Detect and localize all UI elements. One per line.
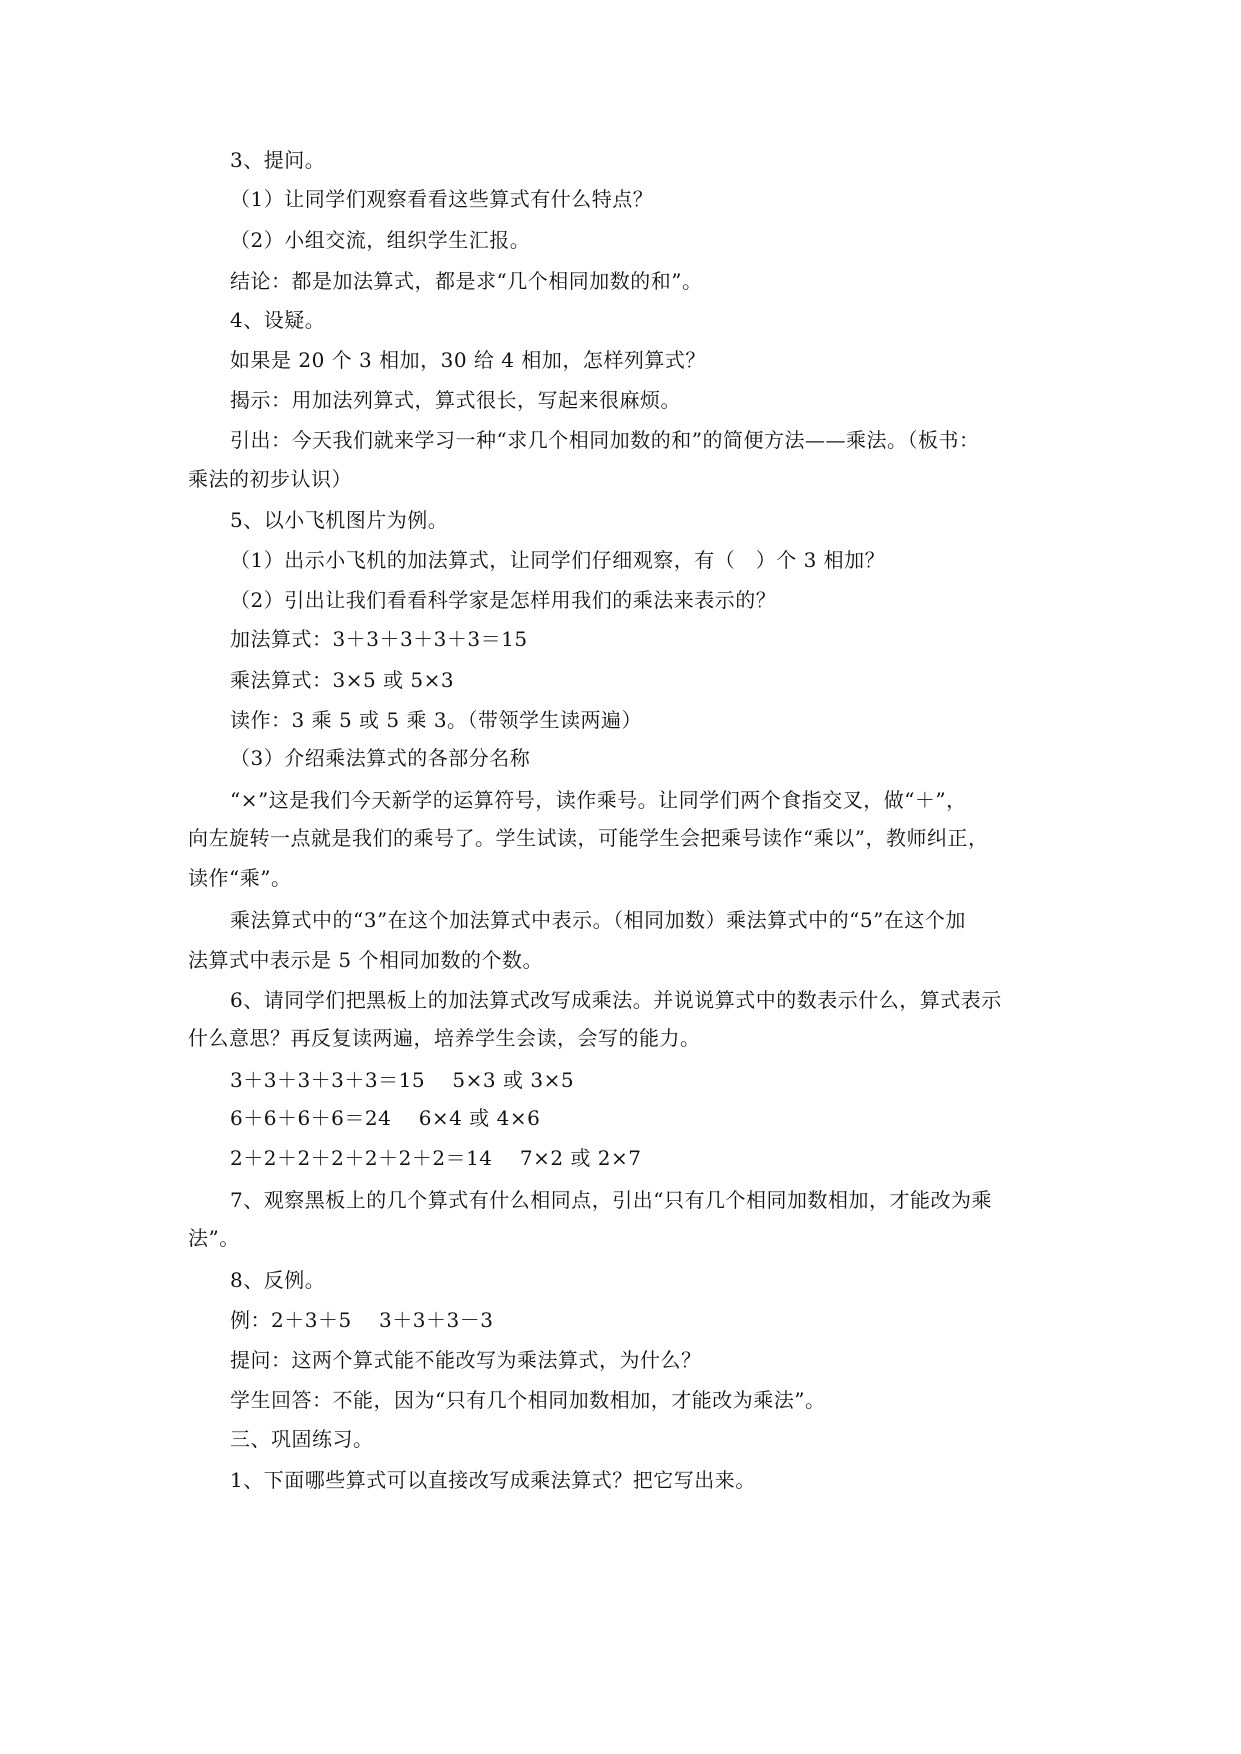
paragraph-line: 读作“乘”。: [188, 866, 292, 890]
paragraph-line: 6、请同学们把黑板上的加法算式改写成乘法。并说说算式中的数表示什么，算式表示: [230, 988, 1002, 1012]
paragraph-line: 引出：今天我们就来学习一种“求几个相同加数的和”的简便方法——乘法。（板书：: [230, 428, 980, 452]
paragraph-line: 什么意思？再反复读两遍，培养学生会读，会写的能力。: [188, 1026, 701, 1050]
paragraph-line: （1）出示小飞机的加法算式，让同学们仔细观察，有（ ）个 3 相加？: [230, 548, 886, 572]
paragraph-line: 三、巩固练习。: [230, 1427, 374, 1451]
paragraph-line: 向左旋转一点就是我们的乘号了。学生试读，可能学生会把乘号读作“乘以”，教师纠正，: [188, 826, 989, 850]
paragraph-line: 3＋3＋3＋3＋3＝15 5×3 或 3×5: [230, 1068, 575, 1092]
paragraph-line: 2＋2＋2＋2＋2＋2＋2＝14 7×2 或 2×7: [230, 1146, 642, 1170]
paragraph-line: （2）引出让我们看看科学家是怎样用我们的乘法来表示的？: [230, 588, 777, 612]
paragraph-line: 法算式中表示是 5 个相同加数的个数。: [188, 948, 543, 972]
paragraph-line: 提问：这两个算式能不能改写为乘法算式，为什么？: [230, 1348, 702, 1372]
paragraph-line: 8、反例。: [230, 1268, 326, 1292]
paragraph-line: 4、设疑。: [230, 308, 326, 332]
paragraph-line: 揭示：用加法列算式，算式很长，写起来很麻烦。: [230, 388, 681, 412]
paragraph-line: （3）介绍乘法算式的各部分名称: [230, 746, 531, 770]
paragraph-line: 例：2＋3＋5 3＋3＋3－3: [230, 1308, 494, 1332]
paragraph-line: 加法算式：3＋3＋3＋3＋3＝15: [230, 627, 528, 651]
paragraph-line: 7、观察黑板上的几个算式有什么相同点，引出“只有几个相同加数相加，才能改为乘: [230, 1188, 992, 1212]
paragraph-line: 乘法算式中的“3”在这个加法算式中表示。（相同加数）乘法算式中的“5”在这个加: [230, 908, 966, 932]
paragraph-line: 法”。: [188, 1226, 240, 1250]
paragraph-line: 乘法的初步认识）: [188, 467, 352, 491]
paragraph-line: 乘法算式：3×5 或 5×3: [230, 668, 455, 692]
paragraph-line: （2）小组交流，组织学生汇报。: [230, 228, 531, 252]
paragraph-line: 3、提问。: [230, 148, 326, 172]
paragraph-line: 结论：都是加法算式，都是求“几个相同加数的和”。: [230, 269, 703, 293]
paragraph-line: 6＋6＋6＋6＝24 6×4 或 4×6: [230, 1106, 541, 1130]
paragraph-line: 读作：3 乘 5 或 5 乘 3。（带领学生读两遍）: [230, 708, 643, 732]
paragraph-line: （1）让同学们观察看看这些算式有什么特点？: [230, 187, 654, 211]
paragraph-line: 如果是 20 个 3 相加，30 给 4 相加，怎样列算式？: [230, 348, 706, 372]
paragraph-line: 1、下面哪些算式可以直接改写成乘法算式？把它写出来。: [230, 1468, 756, 1492]
paragraph-line: 5、以小飞机图片为例。: [230, 508, 449, 532]
paragraph-line: “×”这是我们今天新学的运算符号，读作乘号。让同学们两个食指交叉，做“＋”，: [230, 788, 967, 812]
paragraph-line: 学生回答：不能，因为“只有几个相同加数相加，才能改为乘法”。: [230, 1388, 826, 1412]
